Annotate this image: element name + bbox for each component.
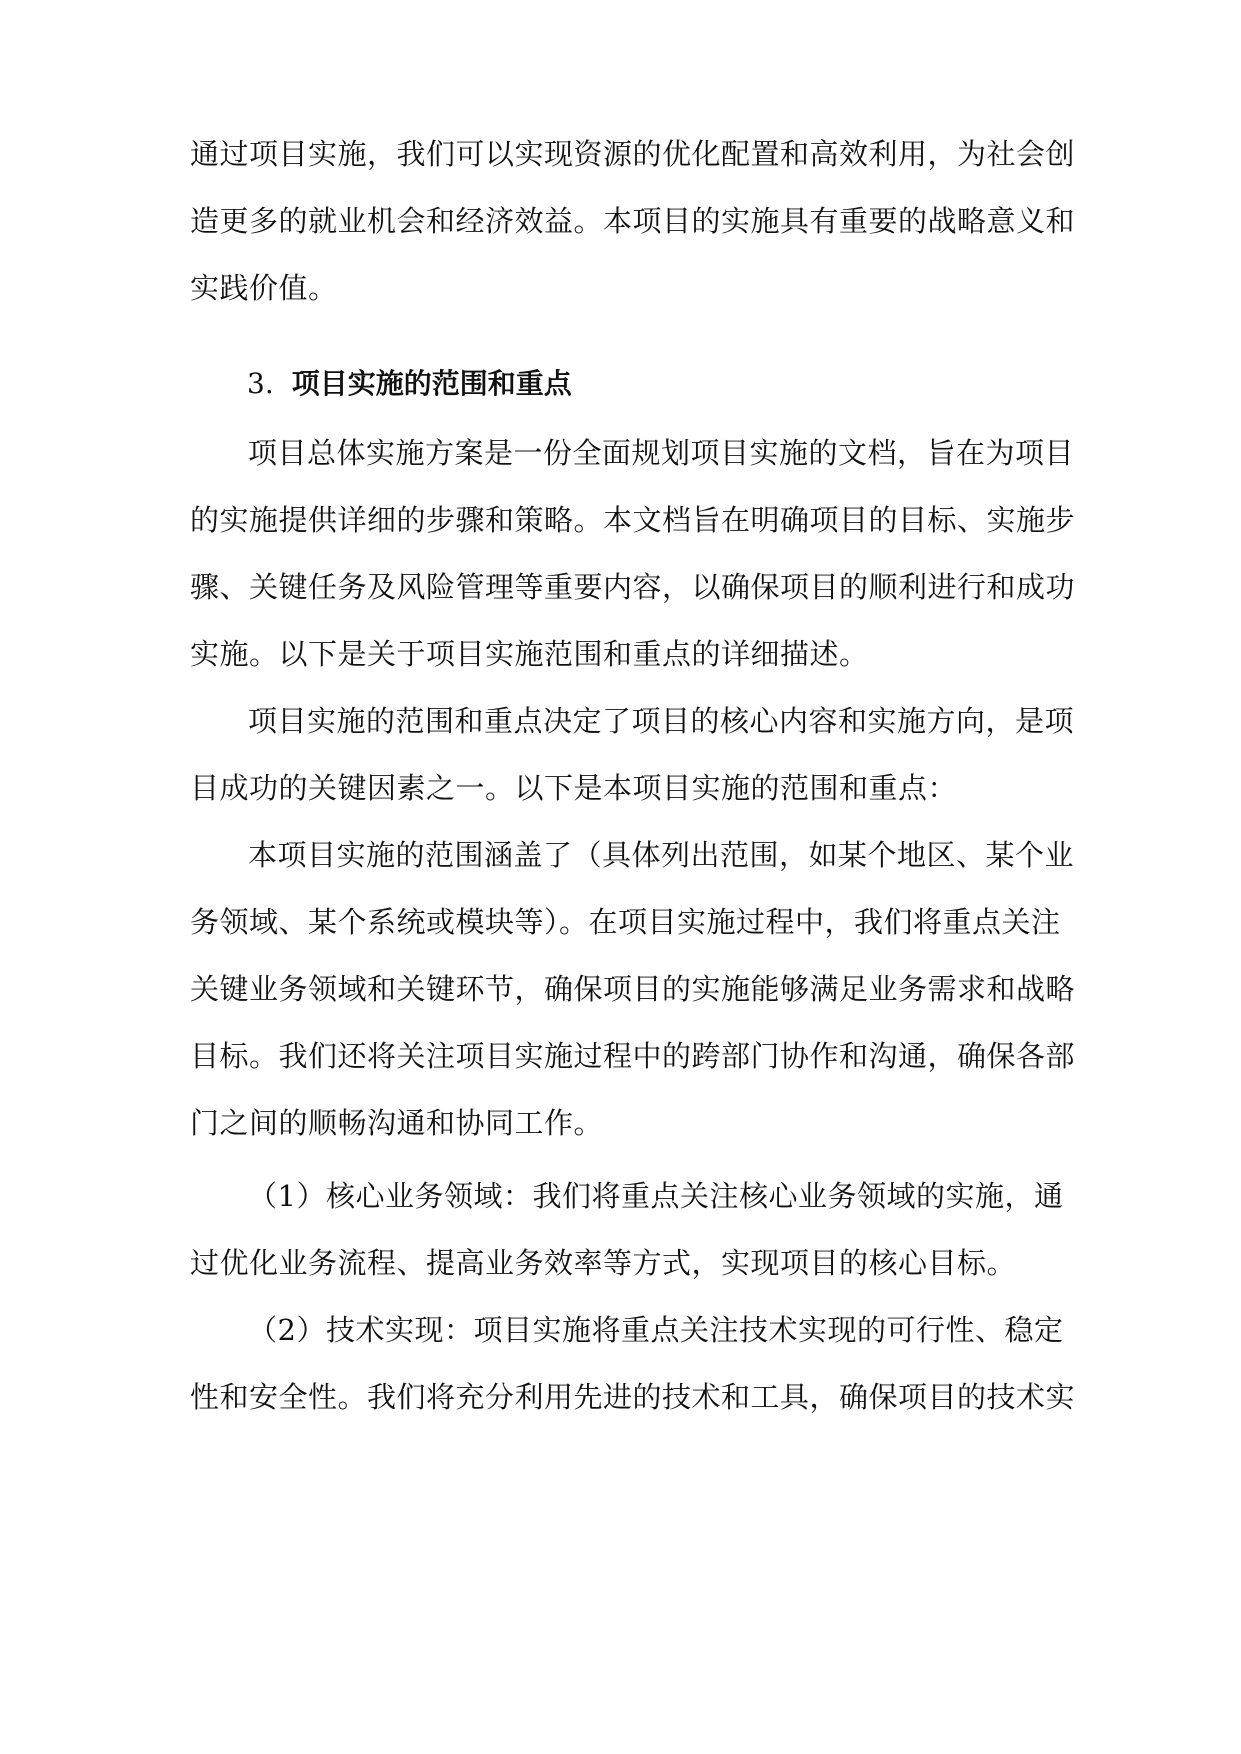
text-line: 务领域、某个系统或模块等）。在项目实施过程中，我们将重点关注: [190, 905, 1061, 939]
section-heading: [247, 364, 572, 404]
text-line: 性和安全性。我们将充分利用先进的技术和工具，确保项目的技术实: [190, 1380, 1076, 1414]
text-line: 目成功的关键因素之一。以下是本项目实施的范围和重点：: [190, 771, 958, 805]
text-line: 通过项目实施，我们可以实现资源的优化配置和高效利用，为社会创: [190, 137, 1076, 171]
text-line: 造更多的就业机会和经济效益。本项目的实施具有重要的战略意义和: [190, 204, 1076, 238]
text-line: 门之间的顺畅沟通和协同工作。: [190, 1106, 604, 1140]
text-line: 实践价值。: [190, 271, 338, 305]
text-line: 的实施提供详细的步骤和策略。本文档旨在明确项目的目标、实施步: [190, 503, 1076, 537]
text-line: （1）核心业务领域：我们将重点关注核心业务领域的实施，通: [248, 1179, 1064, 1213]
text-line: 本项目实施的范围涵盖了（具体列出范围，如某个地区、某个业: [248, 838, 1075, 872]
text-line: 过优化业务流程、提高业务效率等方式，实现项目的核心目标。: [190, 1246, 1017, 1280]
section-number: 3.: [247, 367, 274, 400]
section-title: 项目实施的范围和重点: [291, 367, 572, 400]
text-line: 项目实施的范围和重点决定了项目的核心内容和实施方向，是项: [248, 704, 1075, 738]
text-line: （2）技术实现：项目实施将重点关注技术实现的可行性、稳定: [248, 1313, 1064, 1347]
text-line: 项目总体实施方案是一份全面规划项目实施的文档，旨在为项目: [248, 436, 1075, 470]
text-line: 目标。我们还将关注项目实施过程中的跨部门协作和沟通，确保各部: [190, 1039, 1076, 1073]
text-line: 骤、关键任务及风险管理等重要内容，以确保项目的顺利进行和成功: [190, 570, 1076, 604]
text-line: 实施。以下是关于项目实施范围和重点的详细描述。: [190, 637, 869, 671]
text-line: 关键业务领域和关键环节，确保项目的实施能够满足业务需求和战略: [190, 972, 1076, 1006]
